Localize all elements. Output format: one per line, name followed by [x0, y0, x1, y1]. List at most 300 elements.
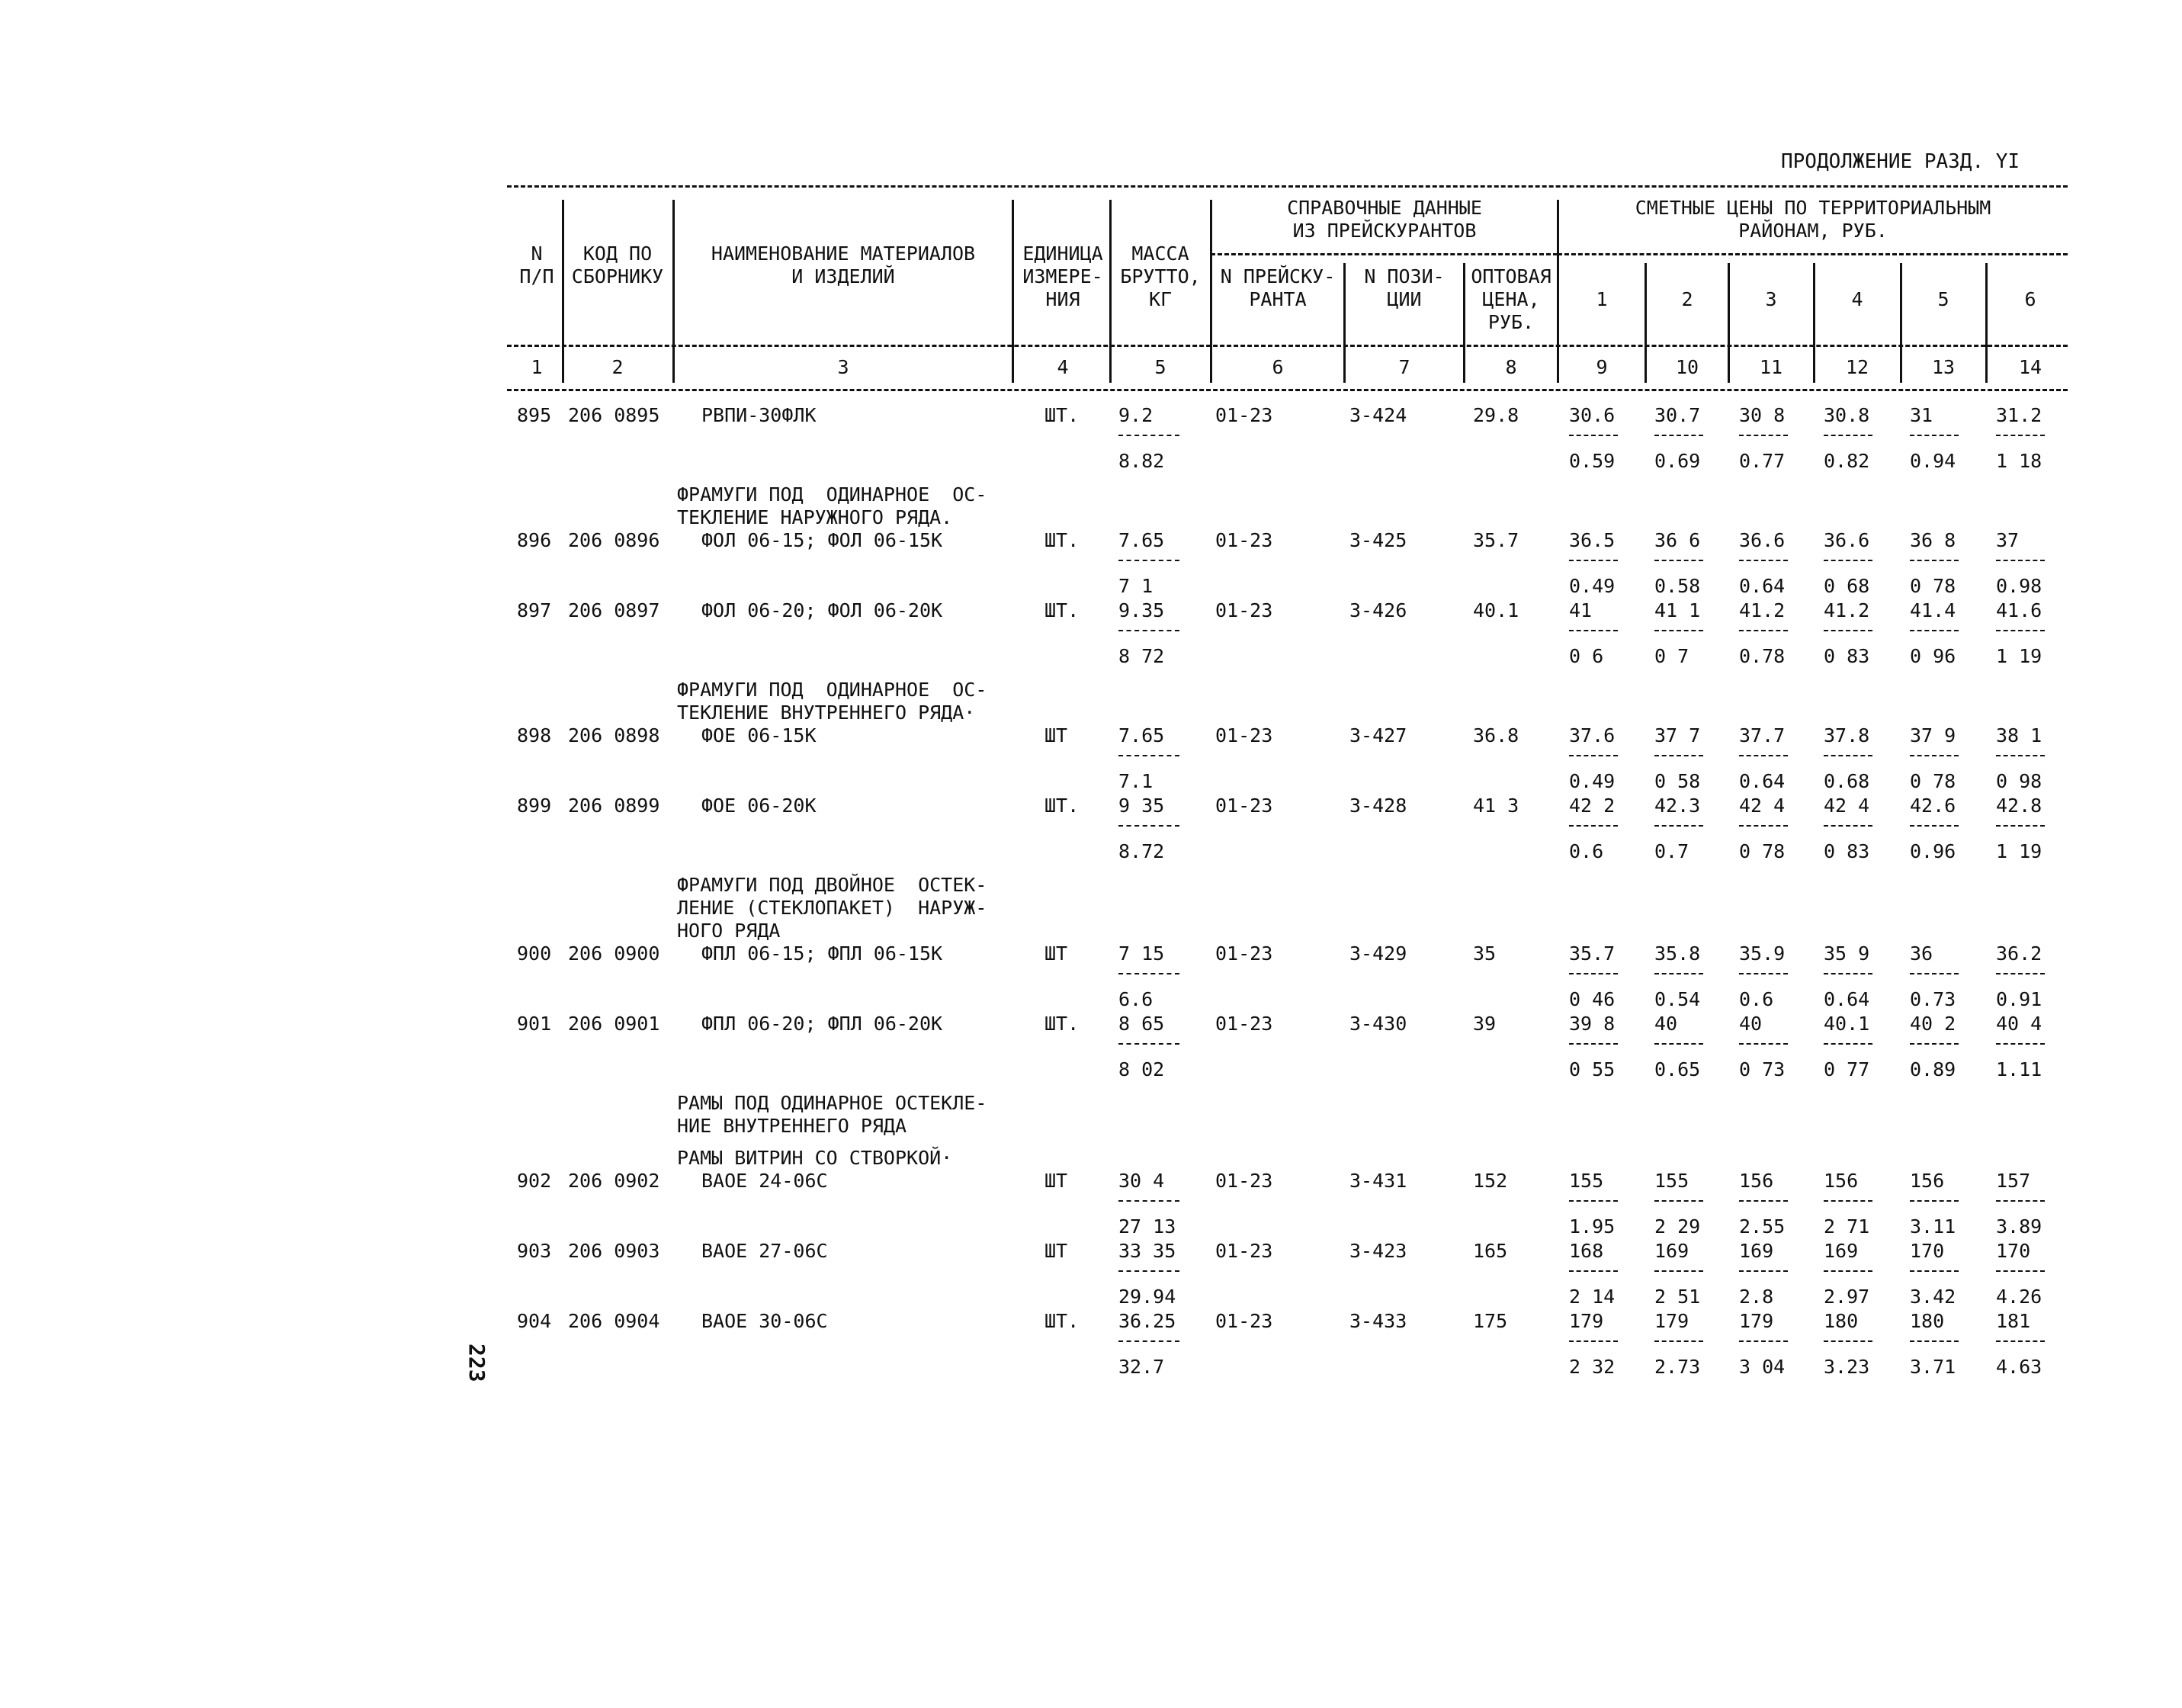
row-mass-bottom: 32.7	[1118, 1356, 1165, 1378]
header-col-6: N ПРЕЙСКУ-	[1220, 265, 1336, 287]
section-heading: ЛЕНИЕ (СТЕКЛОПАКЕТ) НАРУЖ-	[677, 897, 987, 919]
fraction-bar	[1910, 755, 1959, 756]
rule-line	[507, 185, 2068, 188]
row-mass-bottom: 6.6	[1118, 988, 1154, 1010]
estimate-price-part: 0 78	[1910, 575, 1956, 597]
section-heading: ТЕКЛЕНИЕ ВНУТРЕННЕГО РЯДА·	[677, 702, 976, 724]
estimate-price: 181	[1996, 1310, 2031, 1332]
column-divider	[1645, 355, 1647, 379]
fraction-bar	[1910, 1340, 1959, 1342]
fraction-bar	[1996, 1340, 2045, 1342]
estimate-price: 36.5	[1569, 529, 1616, 551]
estimate-price-part: 2 32	[1569, 1356, 1616, 1378]
estimate-price: 35.8	[1654, 942, 1701, 965]
estimate-price: 36.2	[1996, 942, 2042, 965]
row-number: 904	[517, 1310, 552, 1332]
estimate-price-part: 0 83	[1824, 645, 1870, 667]
row-position: 3-431	[1349, 1170, 1407, 1192]
estimate-price: 180	[1910, 1310, 1945, 1332]
estimate-price-part: 0.64	[1739, 770, 1786, 792]
estimate-price: 156	[1910, 1170, 1945, 1192]
fraction-bar	[1118, 825, 1179, 827]
reference-data-group: СПРАВОЧНЫЕ ДАННЫЕ	[1287, 197, 1482, 219]
estimate-price: 36.6	[1824, 529, 1870, 551]
fraction-bar	[1654, 435, 1703, 436]
estimate-price: 30.7	[1654, 404, 1701, 426]
row-number: 896	[517, 529, 552, 551]
row-code: 206 0899	[568, 795, 660, 817]
estimate-price-part: 1 18	[1996, 450, 2042, 472]
estimate-price: 35.7	[1569, 942, 1616, 965]
estimate-price: 179	[1654, 1310, 1689, 1332]
column-number: 11	[1759, 356, 1783, 378]
row-code: 206 0903	[568, 1240, 660, 1262]
row-wholesale-price: 36.8	[1473, 724, 1519, 746]
column-divider	[1012, 355, 1014, 379]
estimate-price-part: 0.73	[1910, 988, 1956, 1010]
estimate-price: 42 4	[1739, 795, 1786, 817]
row-pricelist: 01-23	[1215, 724, 1273, 746]
row-mass-top: 8 65	[1118, 1013, 1165, 1035]
fraction-bar	[1569, 973, 1618, 974]
fraction-bar	[1118, 1043, 1179, 1045]
estimate-price: 39 8	[1569, 1013, 1616, 1035]
fraction-bar	[1739, 435, 1788, 436]
price-group: СМЕТНЫЕ ЦЕНЫ ПО ТЕРРИТОРИАЛЬНЫМ	[1635, 197, 1991, 219]
section-heading: ФРАМУГИ ПОД ДВОЙНОЕ ОСТЕК-	[677, 874, 987, 896]
header-col-2: СБОРНИКУ	[571, 265, 664, 287]
row-number: 901	[517, 1013, 552, 1035]
row-mass-bottom: 29.94	[1118, 1286, 1176, 1308]
row-position: 3-425	[1349, 529, 1407, 551]
column-divider	[562, 355, 564, 379]
fraction-bar	[1910, 825, 1959, 827]
row-mass-bottom: 8.72	[1118, 840, 1165, 862]
row-name: ВАОЕ 27-06С	[701, 1240, 828, 1262]
estimate-price-part: 0.7	[1654, 840, 1689, 862]
column-number: 10	[1675, 356, 1699, 378]
estimate-price-part: 0 58	[1654, 770, 1701, 792]
estimate-price: 31	[1910, 404, 1933, 426]
row-pricelist: 01-23	[1215, 1240, 1273, 1262]
row-pricelist: 01-23	[1215, 1170, 1273, 1192]
row-mass-top: 9.35	[1118, 599, 1165, 621]
section-heading: ФРАМУГИ ПОД ОДИНАРНОЕ ОС-	[677, 483, 987, 506]
column-number: 4	[1057, 356, 1069, 378]
header-col-4: ЕДИНИЦА	[1022, 242, 1103, 265]
row-position: 3-428	[1349, 795, 1407, 817]
estimate-price: 36 8	[1910, 529, 1956, 551]
estimate-price-part: 0 55	[1569, 1058, 1616, 1080]
fraction-bar	[1739, 973, 1788, 974]
estimate-price-part: 1 19	[1996, 840, 2042, 862]
fraction-bar	[1996, 630, 2045, 631]
fraction-bar	[1739, 1043, 1788, 1045]
page-number: 223	[464, 1344, 489, 1382]
estimate-price-part: 3.42	[1910, 1286, 1956, 1308]
region-header: 1	[1596, 288, 1608, 310]
estimate-price: 40	[1739, 1013, 1763, 1035]
estimate-price-part: 3 04	[1739, 1356, 1786, 1378]
row-position: 3-424	[1349, 404, 1407, 426]
estimate-price: 38 1	[1996, 724, 2042, 746]
column-divider	[1463, 355, 1465, 379]
estimate-price: 30.6	[1569, 404, 1616, 426]
section-heading: РАМЫ ВИТРИН СО СТВОРКОЙ·	[677, 1147, 953, 1169]
estimate-price-part: 0.78	[1739, 645, 1786, 667]
fraction-bar	[1118, 973, 1179, 974]
estimate-price: 156	[1824, 1170, 1859, 1192]
section-heading: РАМЫ ПОД ОДИНАРНОЕ ОСТЕКЛЕ-	[677, 1092, 987, 1114]
rule-line	[1558, 253, 2068, 255]
column-number: 8	[1505, 356, 1517, 378]
region-header: 3	[1765, 288, 1777, 310]
row-name: РВПИ-30ФЛК	[701, 404, 817, 426]
estimate-price-part: 0.82	[1824, 450, 1870, 472]
fraction-bar	[1996, 1200, 2045, 1202]
estimate-price-part: 2.55	[1739, 1215, 1786, 1238]
fraction-bar	[1824, 755, 1872, 756]
row-mass-top: 30 4	[1118, 1170, 1165, 1192]
row-code: 206 0901	[568, 1013, 660, 1035]
estimate-price-part: 2.73	[1654, 1356, 1701, 1378]
estimate-price-part: 0 6	[1569, 645, 1604, 667]
fraction-bar	[1118, 560, 1179, 561]
row-wholesale-price: 35	[1473, 942, 1497, 965]
row-number: 903	[517, 1240, 552, 1262]
row-wholesale-price: 41 3	[1473, 795, 1519, 817]
fraction-bar	[1739, 1270, 1788, 1272]
row-number: 898	[517, 724, 552, 746]
estimate-price: 169	[1654, 1240, 1689, 1262]
fraction-bar	[1654, 1340, 1703, 1342]
row-name: ФОЛ 06-15; ФОЛ 06-15К	[701, 529, 943, 551]
fraction-bar	[1569, 560, 1618, 561]
row-unit: ШТ.	[1044, 1310, 1080, 1332]
column-number: 12	[1845, 356, 1869, 378]
row-mass-bottom: 8 72	[1118, 645, 1165, 667]
header-col-8: ЦЕНА,	[1482, 288, 1540, 310]
estimate-price: 179	[1739, 1310, 1774, 1332]
fraction-bar	[1654, 1270, 1703, 1272]
column-divider	[1210, 355, 1212, 379]
estimate-price-part: 0 7	[1654, 645, 1689, 667]
price-group: РАЙОНАМ, РУБ.	[1738, 220, 1888, 242]
estimate-price-part: 2 29	[1654, 1215, 1701, 1238]
estimate-price: 40	[1654, 1013, 1678, 1035]
estimate-price-part: 0.64	[1739, 575, 1786, 597]
estimate-price-part: 0.68	[1824, 770, 1870, 792]
section-heading: ФРАМУГИ ПОД ОДИНАРНОЕ ОС-	[677, 679, 987, 701]
row-mass-top: 7 15	[1118, 942, 1165, 965]
fraction-bar	[1824, 560, 1872, 561]
row-name: ВАОЕ 30-06С	[701, 1310, 828, 1332]
fraction-bar	[1569, 1340, 1618, 1342]
estimate-price: 170	[1910, 1240, 1945, 1262]
fraction-bar	[1569, 1043, 1618, 1045]
fraction-bar	[1569, 755, 1618, 756]
row-position: 3-433	[1349, 1310, 1407, 1332]
estimate-price: 37 9	[1910, 724, 1956, 746]
fraction-bar	[1739, 1200, 1788, 1202]
row-mass-bottom: 8 02	[1118, 1058, 1165, 1080]
fraction-bar	[1824, 1200, 1872, 1202]
estimate-price: 41.4	[1910, 599, 1956, 621]
estimate-price-part: 0.59	[1569, 450, 1616, 472]
estimate-price-part: 3.71	[1910, 1356, 1956, 1378]
estimate-price-part: 0.64	[1824, 988, 1870, 1010]
fraction-bar	[1996, 560, 2045, 561]
estimate-price-part: 2 14	[1569, 1286, 1616, 1308]
fraction-bar	[1824, 1270, 1872, 1272]
fraction-bar	[1910, 1043, 1959, 1045]
row-code: 206 0902	[568, 1170, 660, 1192]
column-number: 6	[1272, 356, 1284, 378]
estimate-price-part: 0.49	[1569, 575, 1616, 597]
estimate-price-part: 0 98	[1996, 770, 2042, 792]
estimate-price-part: 4.63	[1996, 1356, 2042, 1378]
estimate-price: 42.3	[1654, 795, 1701, 817]
estimate-price: 37.8	[1824, 724, 1870, 746]
estimate-price-part: 0.94	[1910, 450, 1956, 472]
estimate-price: 41 1	[1654, 599, 1701, 621]
estimate-price: 41.2	[1739, 599, 1786, 621]
row-name: ВАОЕ 24-06С	[701, 1170, 828, 1192]
estimate-price-part: 0 46	[1569, 988, 1616, 1010]
fraction-bar	[1824, 1043, 1872, 1045]
estimate-price-part: 0 83	[1824, 840, 1870, 862]
row-mass-top: 7.65	[1118, 724, 1165, 746]
header-col-8: РУБ.	[1487, 311, 1535, 333]
row-position: 3-423	[1349, 1240, 1407, 1262]
fraction-bar	[1739, 560, 1788, 561]
row-pricelist: 01-23	[1215, 1310, 1273, 1332]
header-col-4: ИЗМЕРЕ-	[1022, 265, 1103, 287]
row-mass-bottom: 7 1	[1118, 575, 1154, 597]
estimate-price: 168	[1569, 1240, 1604, 1262]
estimate-price: 37 7	[1654, 724, 1701, 746]
rule-line	[507, 389, 2068, 391]
column-number: 2	[611, 356, 624, 378]
estimate-price: 179	[1569, 1310, 1604, 1332]
estimate-price: 36.6	[1739, 529, 1786, 551]
row-name: ФПЛ 06-15; ФПЛ 06-15К	[701, 942, 943, 965]
row-position: 3-429	[1349, 942, 1407, 965]
header-col-3: И ИЗДЕЛИЙ	[791, 265, 895, 287]
estimate-price-part: 2.97	[1824, 1286, 1870, 1308]
fraction-bar	[1824, 630, 1872, 631]
estimate-price: 30.8	[1824, 404, 1870, 426]
header-col-7: N ПОЗИ-	[1364, 265, 1445, 287]
row-unit: ШТ.	[1044, 1013, 1080, 1035]
header-col-5: МАССА	[1131, 242, 1189, 265]
row-mass-top: 9.2	[1118, 404, 1154, 426]
header-col-2: КОД ПО	[582, 242, 653, 265]
row-code: 206 0904	[568, 1310, 660, 1332]
column-divider	[1557, 355, 1559, 379]
estimate-price-part: 2 51	[1654, 1286, 1701, 1308]
row-code: 206 0897	[568, 599, 660, 621]
fraction-bar	[1118, 435, 1179, 436]
row-name: ФОЕ 06-15К	[701, 724, 817, 746]
region-header: 5	[1937, 288, 1949, 310]
fraction-bar	[1996, 1270, 2045, 1272]
fraction-bar	[1654, 755, 1703, 756]
estimate-price: 41.6	[1996, 599, 2042, 621]
estimate-price-part: 0.89	[1910, 1058, 1956, 1080]
fraction-bar	[1569, 435, 1618, 436]
row-number: 902	[517, 1170, 552, 1192]
estimate-price: 40.1	[1824, 1013, 1870, 1035]
section-heading: НОГО РЯДА	[677, 920, 781, 942]
estimate-price: 36	[1910, 942, 1933, 965]
column-divider	[1343, 355, 1346, 379]
row-wholesale-price: 39	[1473, 1013, 1497, 1035]
estimate-price-part: 0.77	[1739, 450, 1786, 472]
fraction-bar	[1910, 973, 1959, 974]
fraction-bar	[1569, 630, 1618, 631]
fraction-bar	[1654, 630, 1703, 631]
estimate-price: 156	[1739, 1170, 1774, 1192]
row-wholesale-price: 29.8	[1473, 404, 1519, 426]
row-position: 3-427	[1349, 724, 1407, 746]
row-mass-top: 7.65	[1118, 529, 1165, 551]
column-divider	[1728, 355, 1730, 379]
estimate-price: 42.8	[1996, 795, 2042, 817]
estimate-price-part: 0 78	[1739, 840, 1786, 862]
estimate-price: 30 8	[1739, 404, 1786, 426]
estimate-price: 169	[1739, 1240, 1774, 1262]
row-code: 206 0896	[568, 529, 660, 551]
row-pricelist: 01-23	[1215, 1013, 1273, 1035]
column-number: 13	[1931, 356, 1956, 378]
row-pricelist: 01-23	[1215, 942, 1273, 965]
estimate-price: 41.2	[1824, 599, 1870, 621]
estimate-price-part: 0.49	[1569, 770, 1616, 792]
row-mass-bottom: 7.1	[1118, 770, 1154, 792]
estimate-price-part: 0 77	[1824, 1058, 1870, 1080]
row-unit: ШТ.	[1044, 529, 1080, 551]
row-name: ФОЛ 06-20; ФОЛ 06-20К	[701, 599, 943, 621]
fraction-bar	[1910, 630, 1959, 631]
reference-data-group: ИЗ ПРЕЙСКУРАНТОВ	[1292, 220, 1477, 242]
row-wholesale-price: 152	[1473, 1170, 1508, 1192]
row-code: 206 0900	[568, 942, 660, 965]
fraction-bar	[1824, 973, 1872, 974]
continuation-title: ПРОДОЛЖЕНИЕ РАЗД. YI	[1781, 150, 2020, 173]
fraction-bar	[1910, 435, 1959, 436]
estimate-price: 37.6	[1569, 724, 1616, 746]
header-col-3: НАИМЕНОВАНИЕ МАТЕРИАЛОВ	[711, 242, 976, 265]
column-divider	[1109, 355, 1112, 379]
estimate-price-part: 0 78	[1910, 770, 1956, 792]
estimate-price: 169	[1824, 1240, 1859, 1262]
fraction-bar	[1996, 435, 2045, 436]
row-name: ФПЛ 06-20; ФПЛ 06-20К	[701, 1013, 943, 1035]
row-unit: ШТ	[1044, 724, 1068, 746]
fraction-bar	[1996, 1043, 2045, 1045]
section-heading: ТЕКЛЕНИЕ НАРУЖНОГО РЯДА.	[677, 506, 953, 528]
row-unit: ШТ.	[1044, 404, 1080, 426]
estimate-price: 42 2	[1569, 795, 1616, 817]
header-col-1: П/П	[519, 265, 554, 287]
row-name: ФОЕ 06-20К	[701, 795, 817, 817]
row-code: 206 0895	[568, 404, 660, 426]
header-col-8: ОПТОВАЯ	[1471, 265, 1551, 287]
row-mass-top: 36.25	[1118, 1310, 1176, 1332]
row-wholesale-price: 165	[1473, 1240, 1508, 1262]
fraction-bar	[1739, 755, 1788, 756]
estimate-price: 155	[1654, 1170, 1689, 1192]
estimate-price: 36 6	[1654, 529, 1701, 551]
estimate-price-part: 0.96	[1910, 840, 1956, 862]
estimate-price-part: 0.65	[1654, 1058, 1701, 1080]
column-divider	[1900, 355, 1902, 379]
fraction-bar	[1824, 435, 1872, 436]
row-number: 899	[517, 795, 552, 817]
fraction-bar	[1910, 1200, 1959, 1202]
column-number: 7	[1398, 356, 1410, 378]
fraction-bar	[1739, 825, 1788, 827]
fraction-bar	[1654, 560, 1703, 561]
estimate-price-part: 3.11	[1910, 1215, 1956, 1238]
estimate-price: 41	[1569, 599, 1593, 621]
estimate-price: 157	[1996, 1170, 2031, 1192]
fraction-bar	[1654, 825, 1703, 827]
header-col-5: КГ	[1148, 288, 1173, 310]
rule-line	[507, 345, 2068, 347]
fraction-bar	[1996, 755, 2045, 756]
fraction-bar	[1118, 755, 1179, 756]
estimate-price: 42.6	[1910, 795, 1956, 817]
row-wholesale-price: 40.1	[1473, 599, 1519, 621]
fraction-bar	[1569, 825, 1618, 827]
header-col-6: РАНТА	[1249, 288, 1307, 310]
region-header: 2	[1681, 288, 1693, 310]
fraction-bar	[1569, 1200, 1618, 1202]
rule-line	[1211, 253, 1558, 255]
fraction-bar	[1118, 1340, 1179, 1342]
row-number: 897	[517, 599, 552, 621]
row-mass-top: 9 35	[1118, 795, 1165, 817]
estimate-price: 37	[1996, 529, 2020, 551]
estimate-price-part: 3.23	[1824, 1356, 1870, 1378]
estimate-price: 180	[1824, 1310, 1859, 1332]
row-mass-top: 33 35	[1118, 1240, 1176, 1262]
estimate-price-part: 0.6	[1739, 988, 1774, 1010]
estimate-price-part: 1 19	[1996, 645, 2042, 667]
section-heading: НИЕ ВНУТРЕННЕГО РЯДА	[677, 1115, 907, 1137]
estimate-price-part: 2.8	[1739, 1286, 1774, 1308]
fraction-bar	[1654, 1200, 1703, 1202]
region-header: 4	[1851, 288, 1863, 310]
fraction-bar	[1118, 630, 1179, 631]
fraction-bar	[1996, 973, 2045, 974]
row-mass-bottom: 8.82	[1118, 450, 1165, 472]
fraction-bar	[1910, 1270, 1959, 1272]
estimate-price-part: 0.6	[1569, 840, 1604, 862]
row-unit: ШТ.	[1044, 795, 1080, 817]
fraction-bar	[1118, 1200, 1179, 1202]
estimate-price: 40 4	[1996, 1013, 2042, 1035]
column-divider	[1813, 355, 1815, 379]
column-number: 1	[531, 356, 543, 378]
fraction-bar	[1739, 1340, 1788, 1342]
estimate-price: 170	[1996, 1240, 2031, 1262]
estimate-price: 37.7	[1739, 724, 1786, 746]
row-unit: ШТ	[1044, 942, 1068, 965]
header-col-5: БРУТТО,	[1120, 265, 1201, 287]
